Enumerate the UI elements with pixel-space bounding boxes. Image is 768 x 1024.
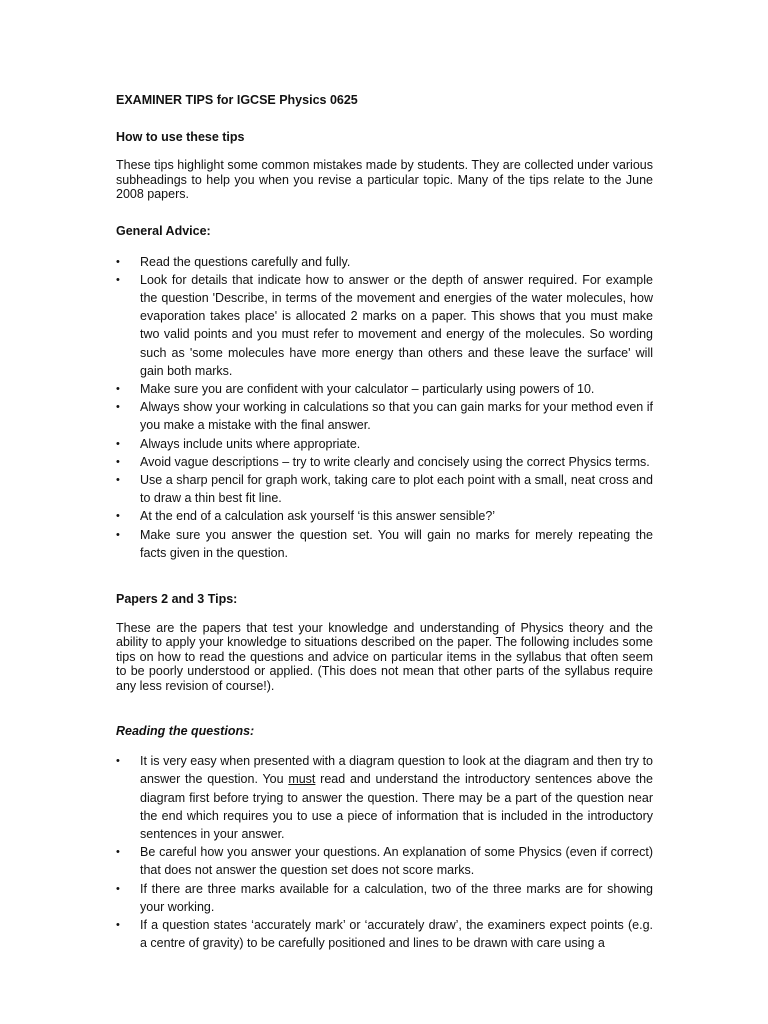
list-item: • Use a sharp pencil for graph work, taking care to plot each point with a small, neat cross and to draw a thin best fit line. xyxy=(116,471,653,507)
document-title: EXAMINER TIPS for IGCSE Physics 0625 xyxy=(116,93,358,107)
item-text: It is very easy when presented with a diagram question to look at the diagram and then try to answer the question. You xyxy=(140,754,653,787)
general-advice-list xyxy=(116,253,653,562)
list-item: • Make sure you answer the question set. You will gain no marks for merely repeating the facts given in the question. xyxy=(116,526,653,562)
papers-heading: Papers 2 and 3 Tips: xyxy=(116,592,238,607)
item-text: read and understand the introductory sentences above the diagram first before trying to answer the question. There may be a part of the question near the end which requires you to use a piece of information that is included in the introductory sentences in your answer. xyxy=(140,772,653,841)
list-item: • At the end of a calculation ask yourself ‘is this answer sensible?’ xyxy=(116,507,653,525)
list-item: • Read the questions carefully and fully. xyxy=(116,253,653,271)
list-item: • Make sure you are confident with your calculator – particularly using powers of 10. xyxy=(116,380,653,398)
list-item: • Look for details that indicate how to answer or the depth of answer required. For example the question 'Describe, in terms of the movement and energies of the water molecules, how evaporation takes place' is allocated 2 marks on a paper. This shows that you must make two valid points and you must refer to movement and energy of the molecules. So wording such as 'some molecules have more energy than others and these leave the surface' will gain both marks. xyxy=(116,271,653,380)
list-item: • Always include units where appropriate. xyxy=(116,435,653,453)
how-to-use-text: These tips highlight some common mistakes made by students. They are collected under various subheadings to help you when you revise a particular topic. Many of the tips relate to the June 2008 papers. xyxy=(116,158,653,202)
document-page xyxy=(116,86,653,952)
papers-text: These are the papers that test your knowledge and understanding of Physics theory and the ability to apply your knowledge to situations described on the paper. The following includes some tips on how to read the questions and advice on particular items in the syllabus that often seem to be poorly understood or applied. (This does not mean that other parts of the syllabus require any less revision of course!). xyxy=(116,620,653,693)
reading-list xyxy=(116,752,653,952)
emphasis-underlined: must xyxy=(288,772,316,787)
general-advice-heading: General Advice: xyxy=(116,223,211,238)
list-item xyxy=(116,752,653,843)
list-item: • Be careful how you answer your questions. An explanation of some Physics (even if correct) that does not answer the question set does not score marks. xyxy=(116,843,653,879)
list-item: • Avoid vague descriptions – try to write clearly and concisely using the correct Physics terms. xyxy=(116,453,653,471)
list-item: • If there are three marks available for a calculation, two of the three marks are for showing your working. xyxy=(116,880,653,916)
list-item: • If a question states ‘accurately mark’ or ‘accurately draw’, the examiners expect points (e.g. a centre of gravity) to be carefully positioned and lines to be drawn with care using a xyxy=(116,916,653,952)
how-to-use-heading: How to use these tips xyxy=(116,129,245,144)
reading-heading: Reading the questions: xyxy=(116,723,255,738)
list-item: • Always show your working in calculations so that you can gain marks for your method even if you make a mistake with the final answer. xyxy=(116,398,653,434)
